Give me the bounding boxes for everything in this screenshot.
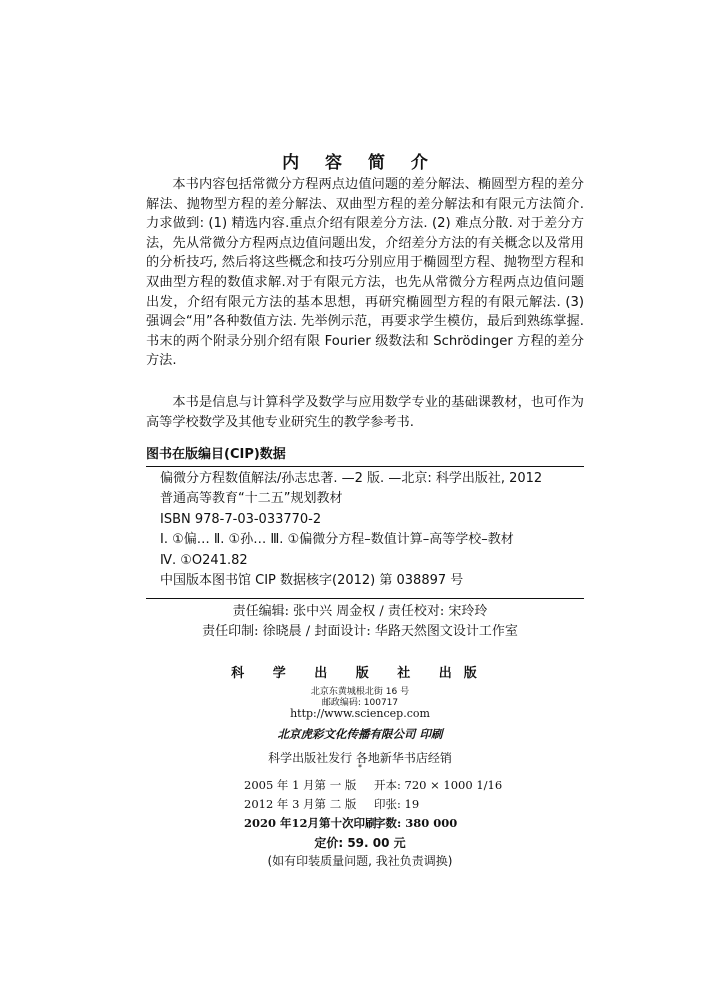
distribution-line: 科学出版社发行 各地新华书店经销 <box>268 751 452 765</box>
editor-credits: 责任编辑: 张中兴 周金权 / 责任校对: 宋玲玲 <box>232 604 488 619</box>
publisher-postcode: 邮政编码: 100717 <box>321 698 399 708</box>
publisher-name: 科 学 出 版 社 出版 <box>231 666 489 681</box>
edition-row <box>244 796 484 812</box>
edition-date: 2012 年 3 月第 二 版 <box>244 797 357 811</box>
cip-data-block <box>160 469 584 591</box>
intro-paragraph-1: 本书内容包括常微分方程两点边值问题的差分解法、椭圆型方程的差分解法、抛物型方程的差分解法、双曲型方程的差分解法和有限元方法简介. 力求做到: (1) 精选内容.重点介绍有限差分方法. (2) 难点分散. 对于差分方法，先从常微分方程两点边值问题出发，介绍差分方法的有关概念以及常用的分析技巧, 然后将这些概念和技巧分别应用于椭圆型方程、抛物型方程和双曲型方程的数值求解.对于有限元方法，也先从常微分方程两点边值问题出发，介绍有限元方法的基本思想，再研究椭圆型方程的有限元解法. (3) 强调会“用”各种数值方法. 先举例示范，再要求学生模仿，最后到熟练掌握. 书末的两个附录分别介绍有限 Fourier 级数法和 Schrödinger 方程的差分方法. <box>146 177 584 369</box>
edition-spec: 印张: 19 <box>374 797 420 811</box>
cip-line: 普通高等教育“十二五”规划教材 <box>160 491 343 507</box>
cip-bottom-rule <box>146 598 584 599</box>
separator-mark: * <box>358 763 362 772</box>
printer-name: 北京虎彩文化传播有限公司 印刷 <box>277 727 443 741</box>
edition-row <box>244 777 503 793</box>
edition-date: 2005 年 1 月第 一 版 <box>244 778 357 792</box>
cip-line: Ⅳ. ①O241.82 <box>160 552 248 568</box>
publisher-address: 北京东黄城根北街 16 号 <box>310 687 410 697</box>
production-credits: 责任印制: 徐晓晨 / 封面设计: 华路天然图文设计工作室 <box>202 624 518 639</box>
edition-row <box>244 815 484 831</box>
edition-spec: 开本: 720 × 1000 1/16 <box>374 778 503 792</box>
section-title: 内 容 简 介 <box>282 153 438 173</box>
cip-line: Ⅰ. ①偏… Ⅱ. ①孙… Ⅲ. ①偏微分方程–数值计算–高等学校–教材 <box>160 532 514 548</box>
price-label: 定价: 59. 00 元 <box>314 836 406 850</box>
edition-spec: 字数: 380 000 <box>374 816 458 830</box>
cip-line: 中国版本图书馆 CIP 数据核字(2012) 第 038897 号 <box>160 573 464 589</box>
cip-header: 图书在版编目(CIP)数据 <box>146 443 584 467</box>
edition-date: 2020 年12月第十次印刷 <box>244 816 377 830</box>
cip-line: ISBN 978-7-03-033770-2 <box>160 511 322 527</box>
quality-notice: (如有印装质量问题, 我社负责调换) <box>267 854 453 868</box>
intro-paragraph-2: 本书是信息与计算科学及数学与应用数学专业的基础课教材，也可作为高等学校数学及其他专业研究生的教学参考书. <box>146 395 584 430</box>
publisher-url: http://www.sciencep.com <box>290 707 430 720</box>
cip-line: 偏微分方程数值解法/孙志忠著. —2 版. —北京: 科学出版社, 2012 <box>160 471 543 486</box>
